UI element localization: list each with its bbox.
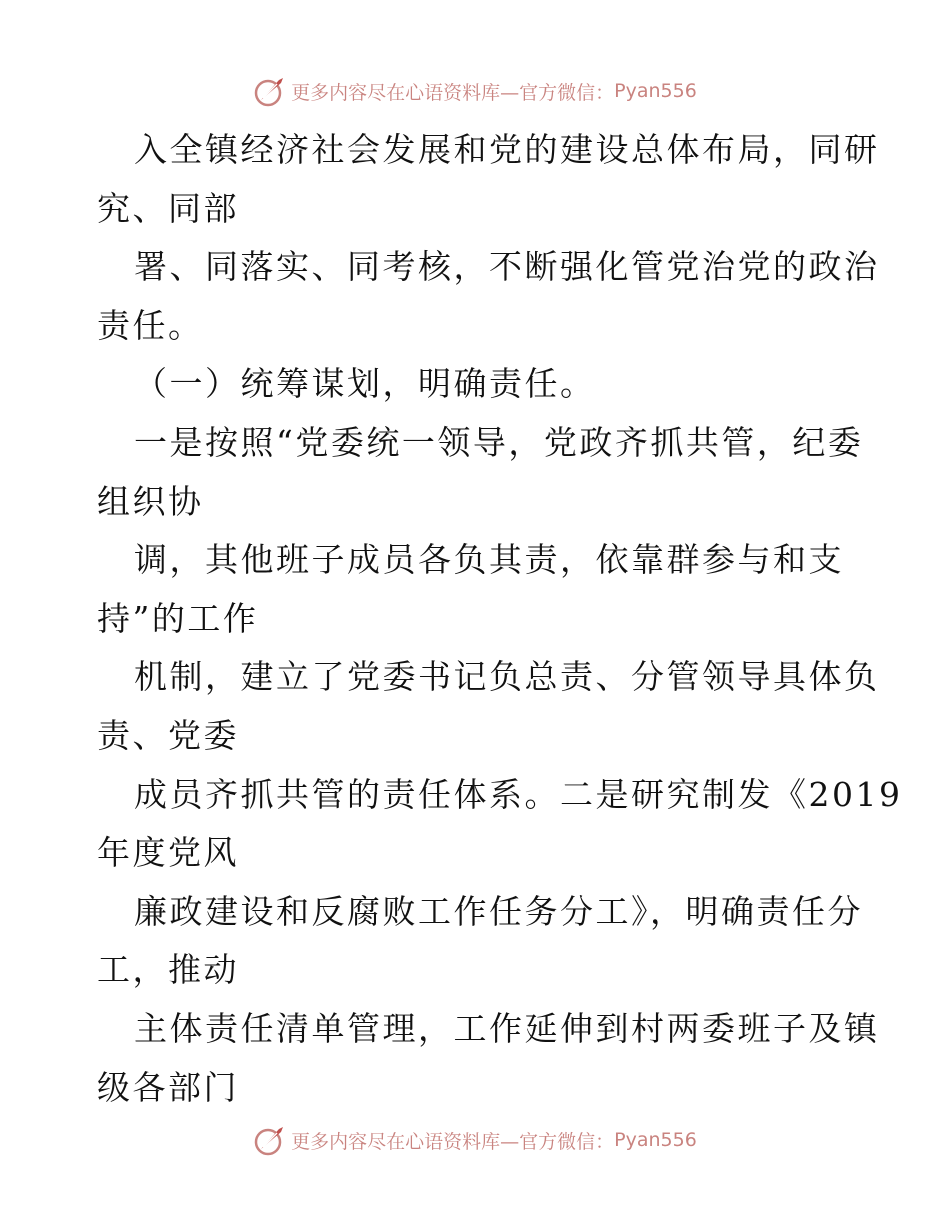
text-line: 主体责任清单管理，工作延伸到村两委班子及镇 xyxy=(134,1008,880,1048)
text-line: 调，其他班子成员各负其责，依靠群参与和支 xyxy=(134,540,844,580)
watermark-id: Pyan556 xyxy=(614,1129,697,1151)
text-line: 责、党委 xyxy=(97,715,239,755)
text-line: 组织协 xyxy=(97,481,204,521)
text-line: 年度党风 xyxy=(97,833,239,873)
section-heading: （一）统筹谋划，明确责任。 xyxy=(134,364,596,404)
watermark-text: 更多内容尽在心语资料库—官方微信： xyxy=(291,81,615,104)
text-line: 究、同部 xyxy=(97,188,239,228)
feather-pen-logo-icon xyxy=(253,1123,287,1157)
text-line: 责任。 xyxy=(97,305,204,345)
text-line: 成员齐抓共管的责任体系。二是研究制发《2019 xyxy=(134,774,903,814)
text-line: 工，推动 xyxy=(97,950,239,990)
text-line: 级各部门 xyxy=(97,1067,239,1107)
watermark-id: Pyan556 xyxy=(614,80,697,102)
watermark-text: 更多内容尽在心语资料库—官方微信： xyxy=(291,1130,615,1153)
feather-pen-logo-icon xyxy=(253,74,287,108)
text-line: 入全镇经济社会发展和党的建设总体布局，同研 xyxy=(134,130,880,169)
text-line: 持”的工作 xyxy=(97,598,259,638)
document-body xyxy=(97,121,903,1117)
text-line: 机制，建立了党委书记负总责、分管领导具体负 xyxy=(134,657,880,697)
text-line: 一是按照“党委统一领导，党政齐抓共管，纪委 xyxy=(134,422,864,462)
text-line: 署、同落实、同考核，不断强化管党治党的政治 xyxy=(134,247,880,287)
text-line: 廉政建设和反腐败工作任务分工》，明确责任分 xyxy=(134,891,863,931)
footer-watermark xyxy=(0,1120,950,1160)
header-watermark xyxy=(0,71,950,111)
